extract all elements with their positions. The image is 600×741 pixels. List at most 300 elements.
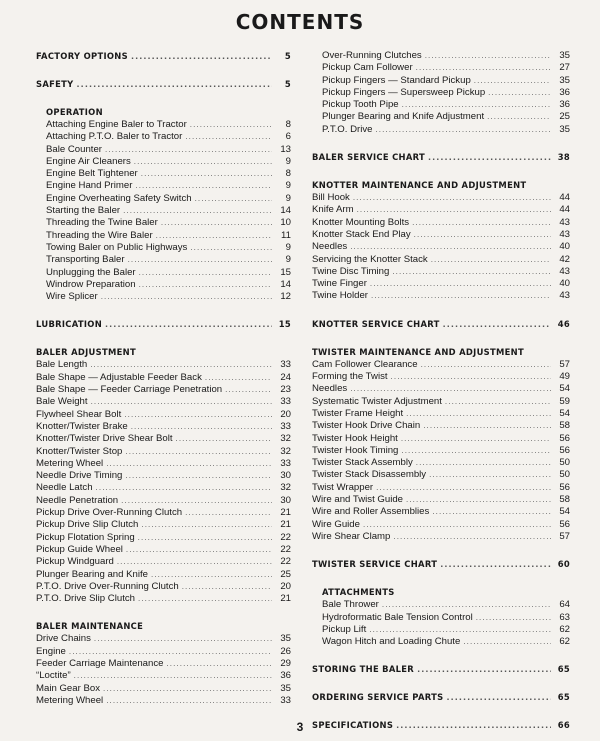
- entry-label: Pickup Fingers — Supersweep Pickup: [322, 86, 486, 98]
- entry-label: Threading the Wire Baler: [46, 229, 153, 241]
- dot-leader: [350, 383, 551, 395]
- entry-label: Engine Hand Primer: [46, 180, 133, 192]
- entry-label: Twister Hook Height: [312, 432, 398, 444]
- entry-label: Cam Follower Clearance: [312, 358, 418, 370]
- toc-entry-twist-wrapper[interactable]: [312, 482, 570, 494]
- entry-page-number: 44: [559, 204, 570, 216]
- entry-page-number: 11: [281, 229, 291, 241]
- toc-section: [36, 346, 291, 605]
- toc-entry-pickup-lift[interactable]: [312, 624, 570, 636]
- entry-label: SAFETY: [36, 79, 74, 89]
- toc-entry-wire-and-twist-guide[interactable]: [312, 494, 570, 506]
- dot-leader: [375, 124, 551, 136]
- dot-leader: [106, 695, 272, 707]
- entry-page-number: 26: [280, 645, 291, 657]
- dot-leader: [128, 254, 272, 266]
- toc-entry-pickup-flotation-spring[interactable]: [36, 532, 291, 544]
- toc-entry-twister-frame-height[interactable]: [312, 408, 570, 420]
- entry-label: Wire Splicer: [46, 291, 98, 303]
- toc-section: [36, 106, 291, 303]
- entry-label: Pickup Flotation Spring: [36, 531, 135, 543]
- entry-page-number: 35: [559, 50, 570, 61]
- dot-leader: [195, 193, 272, 205]
- entry-page-number: 54: [559, 506, 570, 518]
- dot-leader: [363, 519, 551, 531]
- entry-page-number: 22: [280, 531, 291, 543]
- entry-label: Pickup Windguard: [36, 556, 114, 568]
- dot-leader: [393, 531, 551, 543]
- entry-page-number: 46: [557, 318, 570, 329]
- dot-leader: [90, 359, 272, 371]
- toc-entry-engine-belt-tightener[interactable]: [36, 168, 291, 180]
- toc-entry-twine-finger[interactable]: [312, 278, 570, 290]
- entry-page-number: 20: [280, 580, 291, 592]
- toc-entry-hydroformatic-bale-tension-control[interactable]: [312, 612, 570, 624]
- toc-entry-factory-options[interactable]: [36, 50, 291, 63]
- toc-entry-bale-thrower[interactable]: [312, 599, 570, 611]
- entry-page-number: 12: [280, 291, 291, 303]
- entry-label: STORING THE BALER: [312, 664, 415, 675]
- entry-page-number: 50: [559, 457, 570, 469]
- entry-label: P.T.O. Drive Over-Running Clutch: [36, 580, 179, 592]
- entry-page-number: 5: [284, 79, 291, 89]
- dot-leader: [429, 469, 551, 481]
- entry-page-number: 20: [280, 408, 291, 420]
- toc-entry-unplugging-the-baler[interactable]: [36, 267, 291, 279]
- toc-entry-pickup-windguard[interactable]: [36, 556, 291, 568]
- entry-page-number: 14: [280, 205, 291, 217]
- entry-page-number: 6: [285, 131, 291, 143]
- dot-leader: [445, 396, 551, 408]
- entry-label: Plunger Bearing and Knife: [36, 568, 149, 580]
- toc-entry-over-running-clutches[interactable]: [312, 50, 570, 62]
- entry-label: Pickup Guide Wheel: [36, 543, 123, 555]
- entry-label: Pickup Drive Over-Running Clutch: [36, 507, 183, 519]
- toc-section: [312, 663, 570, 676]
- toc-entry-knotter-mounting-bolts[interactable]: [312, 217, 570, 229]
- entry-label: TWISTER SERVICE CHART: [312, 559, 438, 570]
- entry-page-number: 56: [559, 518, 570, 530]
- toc-entry-cam-follower-clearance[interactable]: [312, 359, 570, 371]
- entry-page-number: 25: [280, 568, 291, 580]
- dot-leader: [423, 420, 551, 432]
- entry-label: Engine Belt Tightener: [46, 168, 138, 180]
- toc-entry-bale-shape-adjustable-feeder-back[interactable]: [36, 372, 291, 384]
- dot-leader: [123, 205, 272, 217]
- toc-entry-wire-shear-clamp[interactable]: [312, 531, 570, 543]
- entry-label: Wagon Hitch and Loading Chute: [322, 636, 461, 648]
- entry-page-number: 25: [559, 111, 570, 123]
- entry-label: Feeder Carriage Maintenance: [36, 657, 164, 669]
- dot-leader: [126, 544, 272, 556]
- entry-page-number: 62: [559, 636, 570, 648]
- toc-entry-knotter-stack-end-play[interactable]: [312, 229, 570, 241]
- dot-leader: [138, 532, 272, 544]
- entry-label: Twister Frame Height: [312, 407, 404, 419]
- dot-leader: [117, 556, 272, 568]
- toc-entry-lubrication[interactable]: [36, 318, 291, 331]
- entry-label: Knotter Mounting Bolts: [312, 216, 410, 228]
- entry-label: Twister Stack Disassembly: [312, 469, 427, 481]
- toc-entry-knife-arm[interactable]: [312, 204, 570, 216]
- entry-label: Twine Disc Timing: [312, 265, 390, 277]
- entry-label: Wire and Twist Guide: [312, 494, 403, 506]
- entry-label: Twister Stack Assembly: [312, 457, 413, 469]
- toc-section: [312, 346, 570, 543]
- toc-section: [312, 50, 570, 136]
- entry-page-number: 15: [280, 266, 291, 278]
- dot-leader: [416, 457, 551, 469]
- toc-entry-pickup-cam-follower[interactable]: [312, 62, 570, 74]
- dot-leader: [406, 494, 551, 506]
- toc-section: [312, 586, 570, 648]
- entry-label: Bale Weight: [36, 396, 88, 408]
- dot-leader: [131, 421, 272, 433]
- entry-label: Bale Shape — Adjustable Feeder Back: [36, 371, 202, 383]
- entry-label: Twister Hook Timing: [312, 444, 399, 456]
- dot-leader: [412, 217, 551, 229]
- dot-leader: [350, 241, 551, 253]
- toc-entry-bale-counter[interactable]: [36, 144, 291, 156]
- toc-entry-ordering-service-parts[interactable]: [312, 691, 570, 704]
- entry-label: Knotter/Twister Stop: [36, 445, 123, 457]
- toc-entry-storing-the-baler[interactable]: [312, 663, 570, 676]
- dot-leader: [392, 266, 551, 278]
- entry-label: Bale Shape — Feeder Carriage Penetration: [36, 384, 223, 396]
- entry-page-number: 54: [559, 407, 570, 419]
- toc-entry-systematic-twister-adjustment[interactable]: [312, 396, 570, 408]
- entry-label: Engine Air Cleaners: [46, 155, 131, 167]
- entry-page-number: 9: [285, 241, 291, 253]
- toc-entry-twister-stack-disassembly[interactable]: [312, 469, 570, 481]
- toc-entry-pickup-guide-wheel[interactable]: [36, 544, 291, 556]
- toc-section: [36, 620, 291, 707]
- entry-label: Attaching Engine Baler to Tractor: [46, 119, 187, 130]
- dot-leader: [488, 87, 551, 99]
- entry-page-number: 64: [559, 599, 570, 611]
- entry-label: LUBRICATION: [36, 319, 103, 330]
- dot-leader: [428, 151, 551, 164]
- dot-leader: [141, 519, 272, 531]
- toc-section: [36, 78, 291, 91]
- toc-entry-wire-splicer[interactable]: [36, 291, 291, 303]
- toc-entry-needle-penetration[interactable]: [36, 495, 291, 507]
- entry-label: Main Gear Box: [36, 682, 100, 694]
- entry-page-number: 22: [280, 543, 291, 555]
- dot-leader: [190, 119, 272, 131]
- entry-label: P.T.O. Drive Slip Clutch: [36, 593, 135, 605]
- toc-entry-twine-disc-timing[interactable]: [312, 266, 570, 278]
- dot-leader: [440, 558, 551, 571]
- dot-leader: [414, 229, 551, 241]
- entry-label: Needle Drive Timing: [36, 470, 123, 482]
- toc-entry-twister-stack-assembly[interactable]: [312, 457, 570, 469]
- toc-entry-windrow-preparation[interactable]: [36, 279, 291, 291]
- toc-entry-needles[interactable]: [312, 383, 570, 395]
- entry-page-number: 33: [280, 457, 291, 469]
- toc-entry-pickup-tooth-pipe[interactable]: [312, 99, 570, 111]
- toc-entry-pickup-fingers-supersweep-pickup[interactable]: [312, 87, 570, 99]
- toc-entry-p-t-o-drive[interactable]: [312, 124, 570, 136]
- entry-label: ORDERING SERVICE PARTS: [312, 692, 444, 703]
- entry-label: Over-Running Clutches: [322, 50, 422, 61]
- dot-leader: [205, 372, 272, 384]
- entry-label: FACTORY OPTIONS: [36, 51, 128, 61]
- entry-label: Pickup Fingers — Standard Pickup: [322, 74, 471, 86]
- entry-page-number: 33: [280, 694, 291, 706]
- dot-leader: [121, 495, 272, 507]
- entry-page-number: 30: [280, 470, 291, 482]
- entry-page-number: 14: [280, 278, 291, 290]
- dot-leader: [185, 131, 272, 143]
- page-number: 3: [296, 720, 304, 734]
- dot-leader: [134, 156, 272, 168]
- toc-entry-bale-weight[interactable]: [36, 396, 291, 408]
- entry-label: Unplugging the Baler: [46, 266, 136, 278]
- dot-leader: [417, 663, 551, 676]
- section-heading: BALER MAINTENANCE: [36, 621, 144, 632]
- entry-page-number: 13: [280, 143, 291, 155]
- entry-label: Twist Wrapper: [312, 481, 374, 493]
- entry-page-number: 57: [559, 530, 570, 542]
- entry-page-number: 56: [559, 432, 570, 444]
- entry-page-number: 56: [559, 444, 570, 456]
- entry-label: Needle Latch: [36, 482, 93, 494]
- entry-label: Pickup Cam Follower: [322, 62, 413, 74]
- entry-page-number: 21: [280, 593, 291, 605]
- entry-page-number: 54: [559, 383, 570, 395]
- entry-page-number: 63: [559, 611, 570, 623]
- toc-entry-needle-drive-timing[interactable]: [36, 470, 291, 482]
- dot-leader: [96, 482, 272, 494]
- dot-leader: [182, 581, 272, 593]
- entry-page-number: 44: [559, 192, 570, 204]
- toc-entry-bale-length[interactable]: [36, 359, 291, 371]
- toc-entry-threading-the-wire-baler[interactable]: [36, 230, 291, 242]
- entry-page-number: 56: [559, 481, 570, 493]
- dot-leader: [151, 569, 272, 581]
- entry-page-number: 35: [280, 633, 291, 645]
- dot-leader: [161, 217, 272, 229]
- entry-page-number: 5: [284, 51, 291, 61]
- entry-page-number: 38: [557, 152, 570, 163]
- entry-label: Knotter/Twister Brake: [36, 420, 128, 432]
- dot-leader: [406, 408, 551, 420]
- left-column: [36, 50, 291, 707]
- entry-page-number: 43: [559, 265, 570, 277]
- dot-leader: [402, 99, 551, 111]
- toc-entry-knotter-twister-stop[interactable]: [36, 446, 291, 458]
- toc-entry-towing-baler-on-public-highways[interactable]: [36, 242, 291, 254]
- toc-entry-engine[interactable]: [36, 646, 291, 658]
- toc-entry-twister-service-chart[interactable]: [312, 558, 570, 571]
- toc-entry-safety[interactable]: [36, 78, 291, 91]
- toc-entry-threading-the-twine-baler[interactable]: [36, 217, 291, 229]
- entry-label: Needles: [312, 383, 348, 395]
- entry-page-number: 33: [280, 420, 291, 432]
- toc-entry-engine-hand-primer[interactable]: [36, 180, 291, 192]
- toc-entry-drive-chains[interactable]: [36, 633, 291, 645]
- section-heading: OPERATION: [46, 107, 103, 117]
- entry-label: Forming the Twist: [312, 371, 388, 383]
- dot-leader: [166, 658, 272, 670]
- entry-page-number: 35: [280, 682, 291, 694]
- dot-leader: [135, 180, 272, 192]
- toc-entry-flywheel-shear-bolt[interactable]: [36, 409, 291, 421]
- toc-entry-pickup-drive-slip-clutch[interactable]: [36, 519, 291, 531]
- entry-page-number: 9: [285, 254, 291, 266]
- toc-entry-p-t-o-drive-slip-clutch[interactable]: [36, 593, 291, 605]
- entry-page-number: 27: [559, 62, 570, 74]
- entry-page-number: 58: [559, 494, 570, 506]
- entry-label: Bill Hook: [312, 192, 350, 204]
- entry-page-number: 21: [280, 519, 291, 531]
- entry-page-number: 57: [559, 358, 570, 370]
- section-heading: BALER ADJUSTMENT: [36, 347, 136, 358]
- dot-leader: [77, 78, 272, 91]
- entry-page-number: 8: [285, 168, 291, 180]
- entry-page-number: 23: [280, 384, 291, 396]
- entry-page-number: 49: [559, 371, 570, 383]
- entry-page-number: 36: [559, 99, 570, 111]
- entry-page-number: 9: [285, 192, 291, 204]
- entry-page-number: 43: [559, 228, 570, 240]
- dot-leader: [106, 458, 272, 470]
- toc-entry-needle-latch[interactable]: [36, 482, 291, 494]
- dot-leader: [91, 396, 272, 408]
- entry-page-number: 36: [280, 670, 291, 682]
- entry-page-number: 10: [280, 217, 291, 229]
- toc-entry-knotter-twister-brake[interactable]: [36, 421, 291, 433]
- entry-label: Bale Counter: [46, 143, 102, 155]
- entry-label: Needle Penetration: [36, 494, 119, 506]
- entry-page-number: 32: [280, 482, 291, 494]
- dot-leader: [125, 446, 272, 458]
- entry-label: Attaching P.T.O. Baler to Tractor: [46, 131, 183, 143]
- entry-page-number: 36: [559, 86, 570, 98]
- toc-entry-starting-the-baler[interactable]: [36, 205, 291, 217]
- dot-leader: [357, 204, 551, 216]
- toc-entry-attaching-engine-baler-to-tractor[interactable]: [36, 119, 291, 131]
- entry-label: Servicing the Knotter Stack: [312, 253, 428, 265]
- dot-leader: [369, 624, 551, 636]
- entry-label: Metering Wheel: [36, 457, 104, 469]
- dot-leader: [139, 279, 272, 291]
- entry-page-number: 22: [280, 556, 291, 568]
- entry-page-number: 40: [559, 241, 570, 253]
- toc-entry-transporting-baler[interactable]: [36, 254, 291, 266]
- toc-entry-p-t-o-drive-over-running-clutch[interactable]: [36, 581, 291, 593]
- toc-entry-feeder-carriage-maintenance[interactable]: [36, 658, 291, 670]
- toc-section: [312, 691, 570, 704]
- dot-leader: [185, 507, 272, 519]
- entry-label: Towing Baler on Public Highways: [46, 241, 188, 253]
- entry-page-number: 33: [280, 396, 291, 408]
- toc-entry-metering-wheel[interactable]: [36, 458, 291, 470]
- toc-entry-bale-shape-feeder-carriage-penetration[interactable]: [36, 384, 291, 396]
- entry-page-number: 21: [280, 507, 291, 519]
- toc-entry-wire-and-roller-assemblies[interactable]: [312, 506, 570, 518]
- dot-leader: [69, 646, 272, 658]
- dot-leader: [74, 670, 272, 682]
- toc-entry-engine-air-cleaners[interactable]: [36, 156, 291, 168]
- dot-leader: [474, 75, 551, 87]
- toc-entry-servicing-the-knotter-stack[interactable]: [312, 254, 570, 266]
- toc-entry-twine-holder[interactable]: [312, 290, 570, 302]
- entry-label: Engine Overheating Safety Switch: [46, 192, 192, 204]
- toc-entry-baler-service-chart[interactable]: [312, 151, 570, 164]
- dot-leader: [487, 111, 551, 123]
- entry-label: BALER SERVICE CHART: [312, 152, 425, 163]
- entry-page-number: 42: [559, 253, 570, 265]
- dot-leader: [432, 506, 551, 518]
- toc-entry-knotter-twister-drive-shear-bolt[interactable]: [36, 433, 291, 445]
- dot-leader: [101, 291, 272, 303]
- dot-leader: [105, 144, 272, 156]
- dot-leader: [371, 290, 551, 302]
- toc-entry-twister-hook-drive-chain[interactable]: [312, 420, 570, 432]
- toc-entry-bill-hook[interactable]: [312, 192, 570, 204]
- dot-leader: [401, 433, 551, 445]
- entry-page-number: 40: [559, 278, 570, 290]
- entry-label: Pickup Drive Slip Clutch: [36, 519, 139, 531]
- entry-label: Hydroformatic Bale Tension Control: [322, 611, 473, 623]
- entry-page-number: 59: [559, 395, 570, 407]
- entry-label: Metering Wheel: [36, 694, 104, 706]
- toc-entry-plunger-bearing-and-knife[interactable]: [36, 569, 291, 581]
- dot-leader: [131, 50, 272, 63]
- toc-entry-wire-guide[interactable]: [312, 519, 570, 531]
- toc-entry-loctite[interactable]: [36, 670, 291, 682]
- entry-page-number: 33: [280, 359, 291, 371]
- toc-section: [36, 318, 291, 331]
- entry-page-number: 30: [280, 494, 291, 506]
- dot-leader: [156, 230, 272, 242]
- entry-label: Twister Hook Drive Chain: [312, 420, 421, 432]
- entry-page-number: 9: [285, 180, 291, 192]
- toc-entry-metering-wheel[interactable]: [36, 695, 291, 707]
- entry-label: KNOTTER SERVICE CHART: [312, 318, 440, 329]
- dot-leader: [138, 593, 272, 605]
- dot-leader: [463, 636, 551, 648]
- entry-page-number: 58: [559, 420, 570, 432]
- entry-page-number: 15: [278, 319, 291, 330]
- toc-entry-twister-hook-timing[interactable]: [312, 445, 570, 457]
- toc-section: [36, 50, 291, 63]
- entry-label: P.T.O. Drive: [322, 123, 373, 135]
- toc-entry-engine-overheating-safety-switch[interactable]: [36, 193, 291, 205]
- toc-entry-attaching-p-t-o-baler-to-tractor[interactable]: [36, 131, 291, 143]
- toc-entry-pickup-fingers-standard-pickup[interactable]: [312, 75, 570, 87]
- toc-section: [312, 151, 570, 164]
- toc-entry-twister-hook-height[interactable]: [312, 433, 570, 445]
- toc-entry-forming-the-twist[interactable]: [312, 371, 570, 383]
- toc-entry-needles[interactable]: [312, 241, 570, 253]
- entry-page-number: 65: [557, 692, 570, 703]
- toc-entry-wagon-hitch-and-loading-chute[interactable]: [312, 636, 570, 648]
- toc-entry-knotter-service-chart[interactable]: [312, 318, 570, 331]
- entry-label: Drive Chains: [36, 633, 91, 645]
- dot-leader: [431, 254, 551, 266]
- dot-leader: [476, 612, 551, 624]
- toc-entry-plunger-bearing-and-knife-adjustment[interactable]: [312, 111, 570, 123]
- entry-page-number: 24: [280, 371, 291, 383]
- toc-entry-main-gear-box[interactable]: [36, 683, 291, 695]
- toc-section: [312, 318, 570, 331]
- toc-entry-pickup-drive-over-running-clutch[interactable]: [36, 507, 291, 519]
- dot-leader: [421, 359, 551, 371]
- entry-label: Needles: [312, 241, 348, 253]
